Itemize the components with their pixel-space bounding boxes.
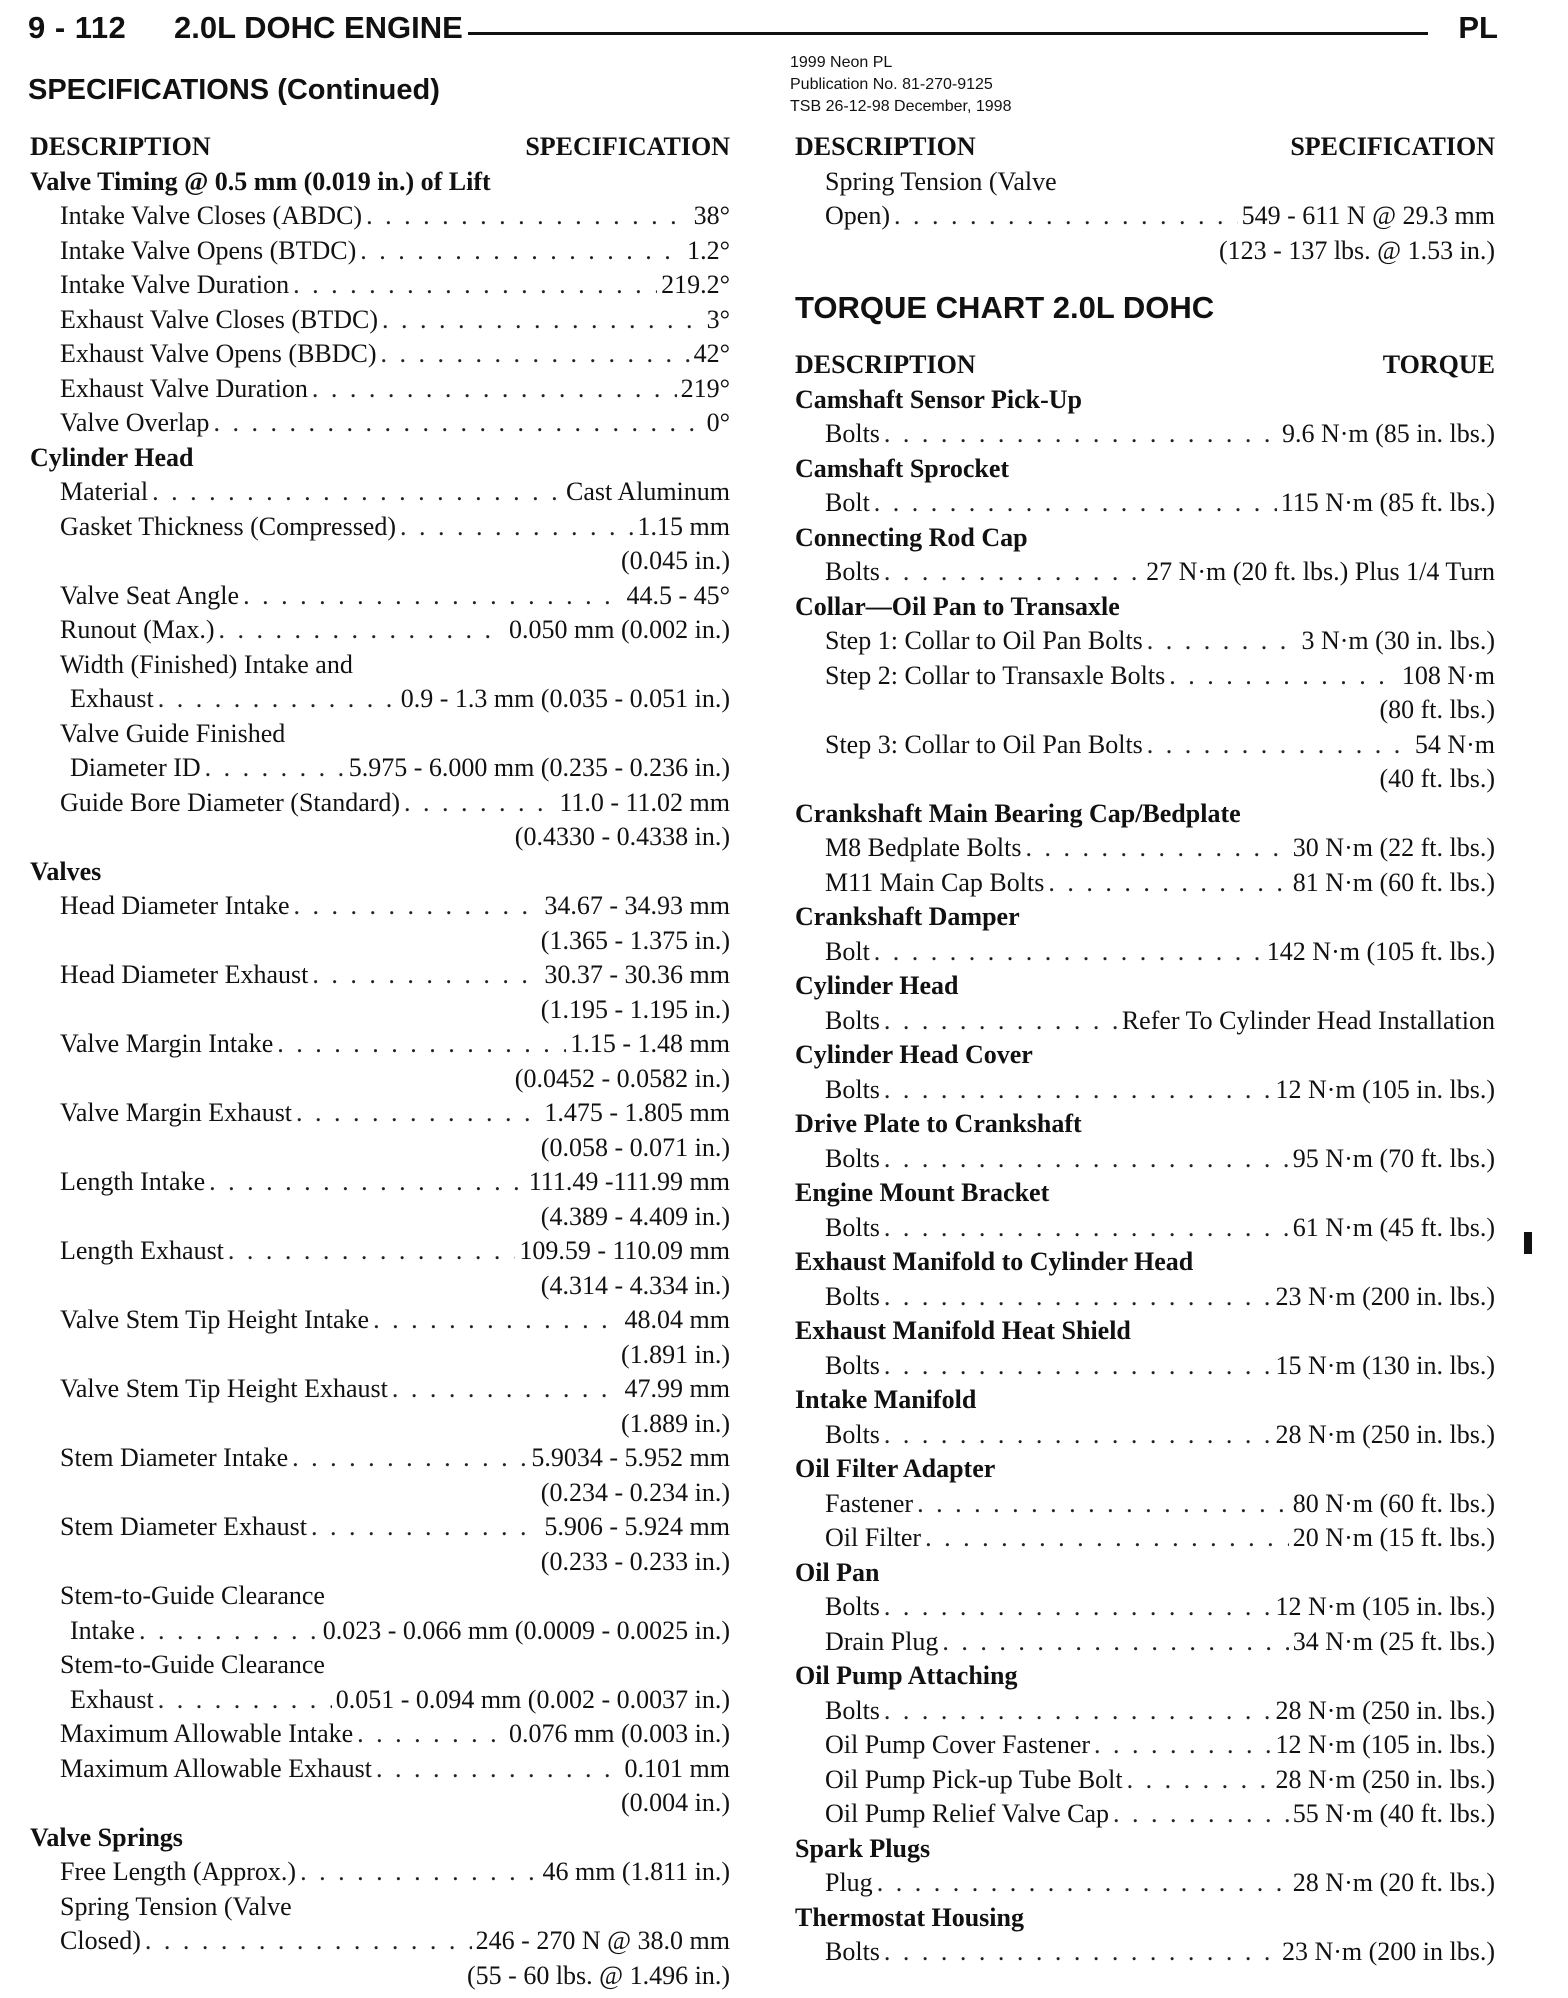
spec-row: Maximum Allowable Intake . . . 0.076 mm (0.003 in.)	[30, 1717, 730, 1752]
spec-label: Stem Diameter Exhaust	[60, 1512, 307, 1541]
spec-row-continued: (0.045 in.)	[620, 546, 730, 575]
spec-row	[30, 234, 730, 269]
publication-line: Publication No. 81-270-9125	[790, 76, 993, 93]
spec-label: Plug	[825, 1868, 873, 1897]
spec-label: Bolts	[825, 557, 880, 586]
dot-leader	[312, 958, 540, 993]
dot-leader	[381, 337, 690, 372]
spec-row	[795, 1521, 1495, 1556]
torque-list	[795, 383, 1495, 1970]
spec-label: Bolts	[825, 1005, 880, 1035]
spec-row	[30, 199, 730, 234]
spec-row-label: Stem-to-Guide Clearance	[60, 1581, 325, 1610]
torque-group-title: Camshaft Sensor Pick-Up	[795, 384, 1082, 414]
spec-label: Length Intake	[60, 1167, 206, 1196]
spec-label: Valve Overlap	[60, 408, 210, 437]
dot-leader	[1147, 728, 1411, 763]
spec-value: 5.9034 - 5.952 mm	[531, 1443, 730, 1472]
spec-value: 20 N·m (15 ft. lbs.)	[1292, 1523, 1495, 1552]
spec-label: Stem Diameter Intake	[60, 1443, 289, 1472]
spec-label: Bolts	[825, 1592, 880, 1621]
spec-value: 9.6 N·m (85 in. lbs.)	[1281, 419, 1495, 448]
torque-group-title: Oil Pump Attaching	[795, 1661, 1018, 1690]
spec-row	[795, 1349, 1495, 1384]
spec-row	[30, 1510, 730, 1545]
spec-row-continued: (0.004 in.)	[620, 1788, 730, 1817]
spec-value: 111.49 -111.99 mm	[528, 1167, 730, 1196]
spec-value: 1.15 - 1.48 mm	[570, 1029, 730, 1058]
dot-leader	[884, 1935, 1278, 1970]
dot-leader	[1048, 866, 1288, 901]
spec-value: 28 N·m (250 in. lbs.)	[1275, 1419, 1495, 1449]
section-cylinder-head: Cylinder Head	[30, 442, 194, 472]
spec-row	[30, 1165, 730, 1200]
spec-value: 23 N·m (200 in lbs.)	[1281, 1937, 1495, 1966]
spec-row-continued: (55 - 60 lbs. @ 1.496 in.)	[467, 1960, 730, 1990]
dot-leader	[884, 1142, 1289, 1177]
spec-value: 109.59 - 110.09 mm	[519, 1236, 730, 1265]
dot-leader	[874, 935, 1263, 970]
section-valve-timing: Valve Timing @ 0.5 mm (0.019 in.) of Lift	[30, 166, 491, 196]
spec-row: Open) . . . 549 - 611 N @ 29.3 mm	[795, 199, 1495, 234]
spec-row	[795, 624, 1495, 659]
dot-leader	[294, 889, 541, 924]
description-header: DESCRIPTION	[795, 132, 976, 161]
spec-value: 34 N·m (25 ft. lbs.)	[1292, 1626, 1495, 1656]
spec-value: 42°	[693, 339, 730, 368]
spec-label: Bolts	[825, 1074, 880, 1104]
spec-value: 219°	[680, 373, 730, 403]
spec-row	[795, 1797, 1495, 1832]
dot-leader	[296, 1096, 540, 1131]
spec-row-continued: (1.365 - 1.375 in.)	[540, 925, 730, 955]
spec-label: Length Exhaust	[60, 1236, 224, 1265]
spec-value: 219.2°	[661, 270, 730, 299]
right-column	[795, 130, 1495, 1970]
spec-row-label: Stem-to-Guide Clearance	[60, 1650, 325, 1679]
spec-row	[795, 866, 1495, 901]
torque-column-header	[795, 348, 1495, 383]
spec-label: Fastener	[825, 1488, 914, 1518]
section-valve-springs: Valve Springs	[30, 1822, 183, 1852]
spec-value: 115 N·m (85 ft. lbs.)	[1280, 488, 1495, 517]
spec-value: 30.37 - 30.36 mm	[544, 960, 730, 989]
spec-row	[795, 486, 1495, 521]
spec-label: Bolt	[825, 488, 870, 517]
spec-row: Free Length (Approx.) . . . 46 mm (1.811 in.)	[30, 1855, 730, 1890]
torque-group-title: Drive Plate to Crankshaft	[795, 1109, 1082, 1138]
spec-value: 38°	[693, 201, 730, 230]
spec-label: Bolts	[825, 1350, 880, 1380]
torque-header: TORQUE	[1382, 350, 1495, 379]
dot-leader	[1094, 1728, 1271, 1763]
dot-leader	[884, 1004, 1118, 1039]
spec-row: Gasket Thickness (Compressed) . . . 1.15 mm	[30, 510, 730, 545]
spec-label: Drain Plug	[825, 1626, 939, 1656]
spec-row-label: Valve Guide Finished	[60, 718, 286, 748]
spec-row-continued: (0.0452 - 0.0582 in.)	[514, 1063, 730, 1093]
spec-row-continued: (0.233 - 0.233 in.)	[540, 1546, 730, 1576]
spec-value: 54 N·m	[1414, 729, 1495, 759]
spec-row	[30, 268, 730, 303]
spec-row: Exhaust . . . 0.9 - 1.3 mm (0.035 - 0.051 in.)	[30, 682, 730, 717]
publication-info	[790, 52, 1011, 118]
spec-row: Material . . . Cast Aluminum	[30, 475, 730, 510]
torque-group-title: Crankshaft Main Bearing Cap/Bedplate	[795, 798, 1241, 828]
publication-line: TSB 26-12-98 December, 1998	[790, 98, 1012, 115]
change-bar	[1524, 1232, 1532, 1254]
spec-row	[30, 1372, 730, 1407]
spec-row-continued: (1.891 in.)	[620, 1339, 730, 1369]
dot-leader	[884, 1211, 1289, 1246]
spec-label: Bolts	[825, 1212, 880, 1242]
torque-group-title: Collar—Oil Pan to Transaxle	[795, 591, 1120, 621]
spec-row: Runout (Max.) . . . 0.050 mm (0.002 in.)	[30, 613, 730, 648]
column-header	[30, 130, 730, 165]
spec-row	[30, 889, 730, 924]
dot-leader	[373, 1303, 620, 1338]
header-rule	[468, 32, 1428, 35]
spec-value: 3°	[706, 304, 730, 334]
spec-label: Bolts	[825, 419, 880, 448]
spec-value: 55 N·m (40 ft. lbs.)	[1292, 1799, 1495, 1828]
spec-row	[795, 1142, 1495, 1177]
spec-row: Maximum Allowable Exhaust . . . 0.101 mm	[30, 1752, 730, 1787]
spec-row-continued: (1.195 - 1.195 in.)	[540, 994, 730, 1024]
spec-row	[30, 1027, 730, 1062]
spec-label: Exhaust Valve Opens (BBDC)	[60, 339, 377, 368]
spec-row	[795, 1418, 1495, 1453]
spec-label: Exhaust Valve Closes (BTDC)	[60, 304, 378, 334]
description-header: DESCRIPTION	[30, 132, 211, 161]
spec-row	[30, 1441, 730, 1476]
spec-label: M8 Bedplate Bolts	[825, 833, 1022, 862]
spec-row	[795, 1211, 1495, 1246]
spec-row	[795, 555, 1495, 590]
spec-label: Head Diameter Exhaust	[60, 960, 309, 989]
spec-label: Bolts	[825, 1419, 880, 1449]
spec-row: Diameter ID . . . 5.975 - 6.000 mm (0.235 - 0.236 in.)	[30, 751, 730, 786]
spec-value: 3 N·m (30 in. lbs.)	[1301, 626, 1495, 655]
dot-leader	[1025, 831, 1288, 866]
dot-leader	[884, 1590, 1272, 1625]
dot-leader	[1127, 1763, 1272, 1798]
dot-leader	[382, 303, 703, 338]
spec-row	[30, 1096, 730, 1131]
spec-row-label: Width (Finished) Intake and	[60, 649, 353, 679]
torque-group-title: Intake Manifold	[795, 1385, 977, 1414]
dot-leader	[1147, 624, 1298, 659]
spec-label: Exhaust Valve Duration	[60, 373, 308, 403]
spec-value: 28 N·m (250 in. lbs.)	[1275, 1764, 1495, 1794]
dot-leader	[1113, 1797, 1289, 1832]
spec-row	[795, 831, 1495, 866]
spec-value: 80 N·m (60 ft. lbs.)	[1292, 1488, 1495, 1518]
dot-leader	[228, 1234, 515, 1269]
spec-value: 48.04 mm	[624, 1305, 730, 1334]
torque-group-title: Spark Plugs	[795, 1833, 931, 1863]
spec-value: 81 N·m (60 ft. lbs.)	[1292, 867, 1495, 897]
dot-leader	[366, 199, 690, 234]
spec-label: Valve Stem Tip Height Exhaust	[60, 1374, 388, 1403]
dot-leader	[292, 1441, 527, 1476]
torque-group-title: Thermostat Housing	[795, 1902, 1024, 1932]
spec-row-label: Spring Tension (Valve	[60, 1891, 292, 1921]
spec-value: 61 N·m (45 ft. lbs.)	[1292, 1212, 1495, 1242]
torque-group-title: Cylinder Head Cover	[795, 1040, 1033, 1069]
page-header	[28, 10, 1498, 56]
specification-header: SPECIFICATION	[525, 132, 730, 161]
spec-row	[795, 1625, 1495, 1660]
spec-label: Valve Stem Tip Height Intake	[60, 1305, 370, 1334]
spec-row	[795, 1487, 1495, 1522]
spec-label: Bolts	[825, 1281, 880, 1311]
spec-label: Intake Valve Opens (BTDC)	[60, 235, 357, 265]
spec-row-label: Spring Tension (Valve	[825, 166, 1057, 196]
spec-value: 27 N·m (20 ft. lbs.) Plus 1/4 Turn	[1146, 557, 1495, 586]
torque-group-title: Exhaust Manifold Heat Shield	[795, 1316, 1131, 1345]
spec-value: 34.67 - 34.93 mm	[544, 891, 730, 920]
section-valves: Valves	[30, 856, 102, 886]
spec-row	[795, 1280, 1495, 1315]
dot-leader	[277, 1027, 566, 1062]
spec-row	[795, 659, 1495, 694]
spec-label: Step 2: Collar to Transaxle Bolts	[825, 660, 1166, 690]
spec-row	[795, 1728, 1495, 1763]
spec-row	[795, 1935, 1495, 1970]
dot-leader	[392, 1372, 621, 1407]
dot-leader	[884, 555, 1142, 590]
spec-row: Guide Bore Diameter (Standard) . . . 11.0 - 11.02 mm	[30, 786, 730, 821]
dot-leader	[877, 1866, 1289, 1901]
spec-row	[30, 1234, 730, 1269]
spec-row-continued: (1.889 in.)	[620, 1408, 730, 1438]
spec-row	[795, 728, 1495, 763]
spec-row: Exhaust . . . 0.051 - 0.094 mm (0.002 - 0.0037 in.)	[30, 1683, 730, 1718]
dot-leader	[209, 1165, 525, 1200]
spec-row: Valve Seat Angle . . . 44.5 - 45°	[30, 579, 730, 614]
spec-row-continued: (4.314 - 4.334 in.)	[540, 1270, 730, 1300]
spec-row-continued: (4.389 - 4.409 in.)	[540, 1201, 730, 1231]
section-title: 2.0L DOHC ENGINE	[174, 10, 463, 45]
dot-leader	[884, 1073, 1272, 1108]
spec-label: Bolts	[825, 1937, 880, 1966]
spec-value: 23 N·m (200 in. lbs.)	[1275, 1281, 1495, 1311]
dot-leader	[312, 372, 677, 407]
spec-value: 95 N·m (70 ft. lbs.)	[1292, 1143, 1495, 1173]
spec-label: Valve Margin Intake	[60, 1029, 274, 1058]
torque-group-title: Connecting Rod Cap	[795, 522, 1028, 552]
spec-label: Oil Pump Cover Fastener	[825, 1730, 1091, 1759]
spec-value: 12 N·m (105 in. lbs.)	[1275, 1592, 1495, 1621]
dot-leader	[942, 1625, 1288, 1660]
description-header: DESCRIPTION	[795, 350, 976, 379]
spec-row	[30, 372, 730, 407]
spec-row	[795, 1694, 1495, 1729]
spec-row-continued: (0.4330 - 0.4338 in.)	[514, 822, 730, 851]
spec-value: 28 N·m (20 ft. lbs.)	[1292, 1868, 1495, 1897]
torque-group-title: Crankshaft Damper	[795, 902, 1020, 931]
spec-label: Intake Valve Duration	[60, 270, 290, 299]
valve-timing-list	[30, 199, 730, 441]
spec-label: Step 3: Collar to Oil Pan Bolts	[825, 729, 1143, 759]
valves-list	[30, 889, 730, 1579]
torque-chart-title: TORQUE CHART 2.0L DOHC	[795, 290, 1215, 325]
spec-row	[30, 337, 730, 372]
dot-leader	[917, 1487, 1289, 1522]
model-code: PL	[1458, 10, 1498, 45]
dot-leader	[925, 1521, 1289, 1556]
spec-row	[30, 1303, 730, 1338]
spec-row	[795, 935, 1495, 970]
spec-value: 1.2°	[687, 235, 730, 265]
left-column	[30, 130, 730, 1993]
spec-value: Refer To Cylinder Head Installation	[1121, 1005, 1495, 1035]
dot-leader	[884, 1694, 1272, 1729]
torque-group-title: Exhaust Manifold to Cylinder Head	[795, 1247, 1194, 1276]
spec-value: 0°	[706, 408, 730, 437]
specifications-continued-heading: SPECIFICATIONS (Continued)	[28, 74, 440, 106]
spec-row-continued: (80 ft. lbs.)	[1379, 695, 1495, 724]
spec-value: 47.99 mm	[624, 1374, 730, 1403]
spec-label: M11 Main Cap Bolts	[825, 867, 1045, 897]
dot-leader	[213, 406, 702, 441]
spec-row-continued: (123 - 137 lbs. @ 1.53 in.)	[1219, 235, 1495, 265]
dot-leader	[293, 268, 657, 303]
spec-label: Bolt	[825, 936, 870, 966]
torque-group-title: Oil Filter Adapter	[795, 1454, 996, 1483]
dot-leader	[884, 417, 1278, 452]
spec-value: 12 N·m (105 in. lbs.)	[1275, 1730, 1495, 1759]
spec-row	[30, 303, 730, 338]
spec-label: Valve Margin Exhaust	[60, 1098, 293, 1127]
torque-group-title: Oil Pan	[795, 1557, 880, 1587]
spec-row	[795, 1590, 1495, 1625]
publication-line: 1999 Neon PL	[790, 54, 893, 71]
dot-leader	[360, 234, 683, 269]
torque-group-title: Cylinder Head	[795, 971, 959, 1000]
spec-row	[795, 417, 1495, 452]
spec-value: 142 N·m (105 ft. lbs.)	[1266, 936, 1495, 966]
dot-leader	[1169, 659, 1398, 694]
dot-leader	[311, 1510, 540, 1545]
spec-label: Bolts	[825, 1695, 880, 1725]
spec-row	[795, 1866, 1495, 1901]
spec-label: Oil Filter	[825, 1523, 922, 1552]
spec-value: 30 N·m (22 ft. lbs.)	[1292, 833, 1495, 862]
spec-label: Oil Pump Relief Valve Cap	[825, 1799, 1110, 1828]
specification-header: SPECIFICATION	[1290, 132, 1495, 161]
spec-row	[795, 1763, 1495, 1798]
dot-leader	[884, 1349, 1272, 1384]
spec-value: 12 N·m (105 in. lbs.)	[1275, 1074, 1495, 1104]
spec-row	[30, 406, 730, 441]
spec-value: 108 N·m	[1401, 660, 1495, 690]
spec-row: Intake . . . 0.023 - 0.066 mm (0.0009 - 0.0025 in.)	[30, 1614, 730, 1649]
spec-row: Closed) . . . 246 - 270 N @ 38.0 mm	[30, 1924, 730, 1959]
torque-group-title: Camshaft Sprocket	[795, 453, 1010, 483]
dot-leader	[874, 486, 1277, 521]
spec-label: Oil Pump Pick-up Tube Bolt	[825, 1764, 1123, 1794]
dot-leader	[884, 1280, 1272, 1315]
spec-row	[30, 958, 730, 993]
column-header	[795, 130, 1495, 165]
spec-row-continued: (40 ft. lbs.)	[1379, 764, 1495, 793]
spec-row	[795, 1004, 1495, 1039]
spec-label: Step 1: Collar to Oil Pan Bolts	[825, 626, 1143, 655]
page-number: 9 - 112	[28, 10, 127, 45]
spec-value: 28 N·m (250 in. lbs.)	[1275, 1695, 1495, 1725]
spec-row-continued: (0.234 - 0.234 in.)	[540, 1477, 730, 1507]
spec-value: 5.906 - 5.924 mm	[544, 1512, 730, 1541]
spec-value: 15 N·m (130 in. lbs.)	[1275, 1350, 1495, 1380]
spec-row-continued: (0.058 - 0.071 in.)	[540, 1132, 730, 1162]
spec-label: Intake Valve Closes (ABDC)	[60, 201, 363, 230]
spec-value: 1.475 - 1.805 mm	[544, 1098, 730, 1127]
dot-leader	[884, 1418, 1272, 1453]
spec-label: Bolts	[825, 1143, 880, 1173]
torque-group-title: Engine Mount Bracket	[795, 1178, 1050, 1207]
spec-row	[795, 1073, 1495, 1108]
spec-label: Head Diameter Intake	[60, 891, 290, 920]
